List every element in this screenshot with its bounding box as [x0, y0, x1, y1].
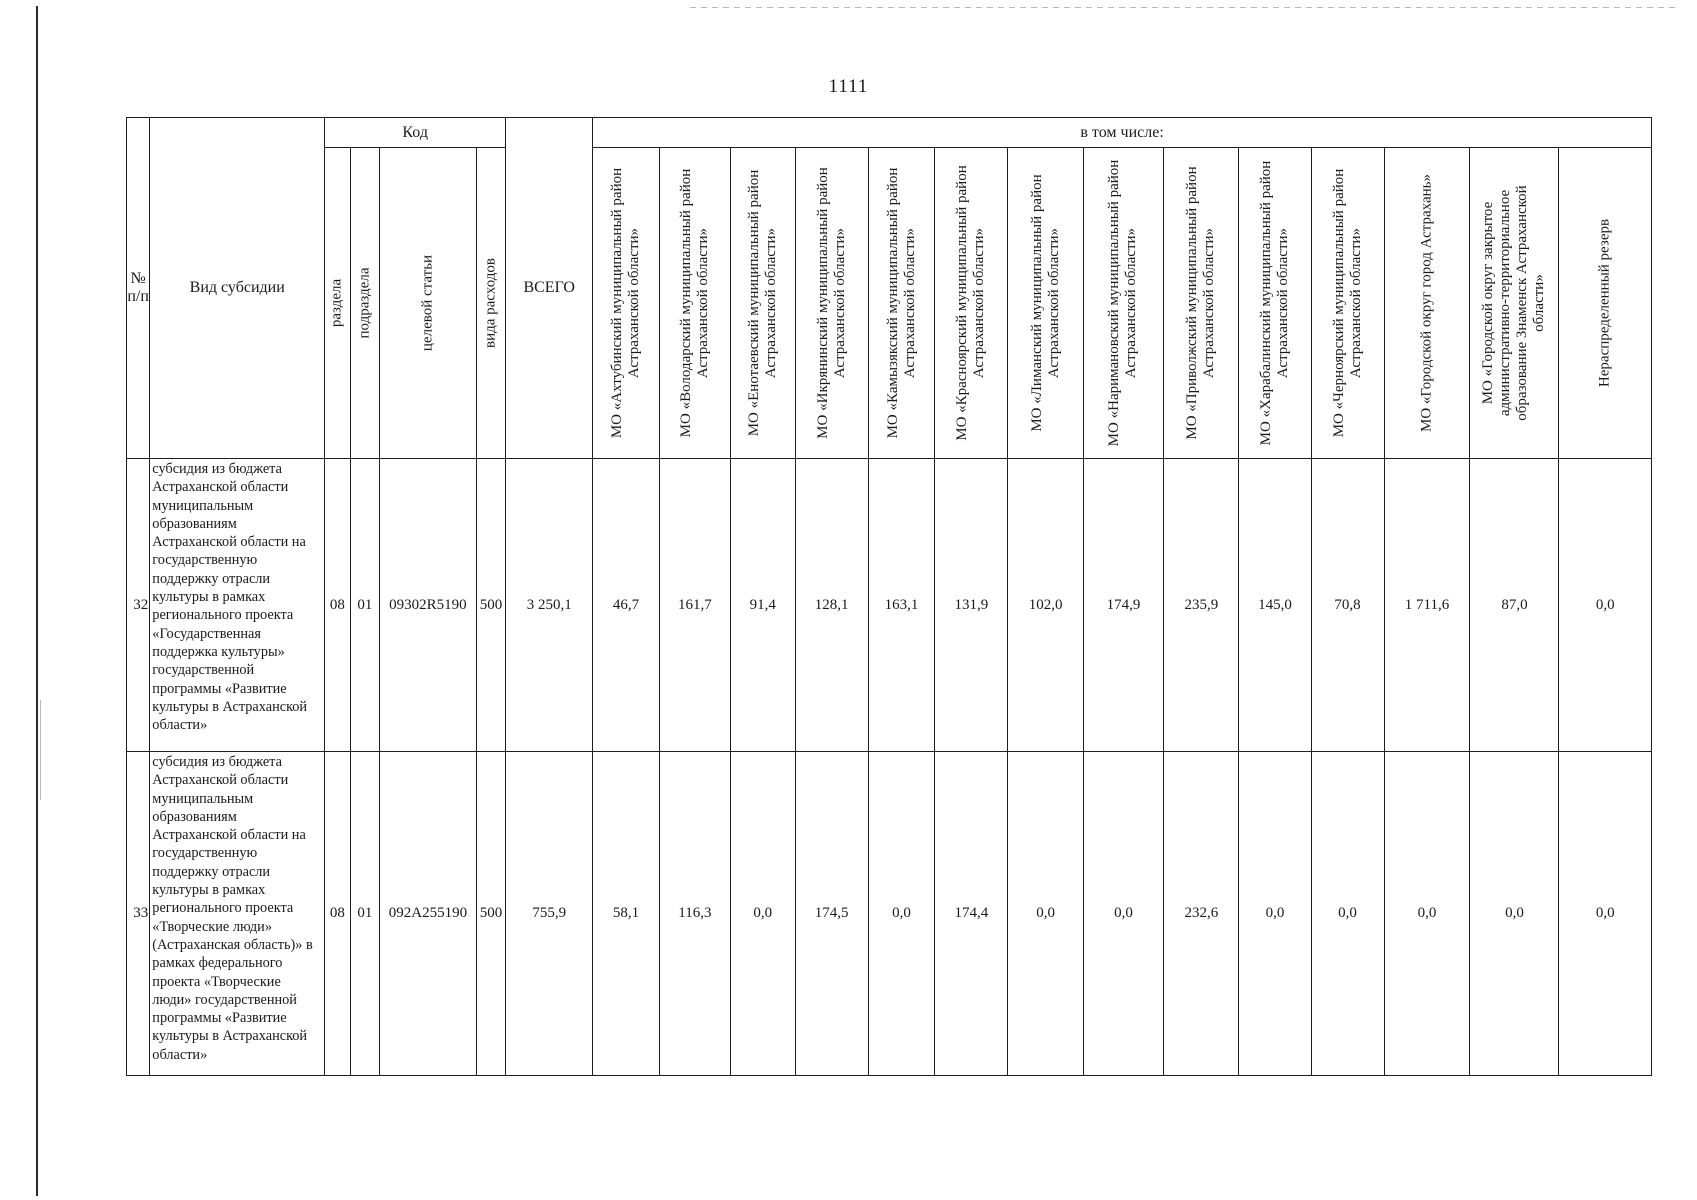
header-mo-znamensk: МО «Городской округ закрытое административно-территориальное образование Знаменск Астраханской области» [1470, 148, 1559, 459]
row-description: субсидия из бюджета Астраханской области муниципальным образованиям Астраханской области на государственную поддержку отрасли культуры в рамках регионального проекта «Государственная поддержка культуры» государственной программы «Развитие культуры в Астраханской области» [150, 459, 325, 752]
header-mo-kamyzyaksky: МО «Камызякский муниципальный район Астраханской области» [868, 148, 935, 459]
row-section: 08 [325, 459, 350, 752]
table-row [127, 752, 1652, 1076]
row-description: субсидия из бюджета Астраханской области муниципальным образованиям Астраханской области на государственную поддержку отрасли культуры в рамках регионального проекта «Творческие люди» (Астраханская область)» в рамках федерального проекта «Творческие люди» государственной программы «Развитие культуры в Астраханской области» [150, 752, 325, 1076]
header-mo-limansky: МО «Лиманский муниципальный район Астраханской области» [1008, 148, 1083, 459]
header-section: раздела [325, 148, 350, 459]
header-num: № п/п [127, 118, 150, 459]
cell-value: 174,9 [1083, 459, 1164, 752]
header-mo-volodarsky: МО «Володарский муниципальный район Астраханской области» [659, 148, 730, 459]
cell-value: 91,4 [730, 459, 795, 752]
cell-value: 58,1 [593, 752, 660, 1076]
cell-value: 163,1 [868, 459, 935, 752]
cell-value: 235,9 [1164, 459, 1239, 752]
scan-artifact-line [690, 7, 1680, 8]
header-target-article: целевой статьи [380, 148, 476, 459]
cell-value: 87,0 [1470, 459, 1559, 752]
row-target-article: 092A255190 [380, 752, 476, 1076]
row-number: 32 [127, 459, 150, 752]
cell-value: 174,4 [935, 752, 1008, 1076]
cell-value: 0,0 [1384, 752, 1470, 1076]
header-code: Код [325, 118, 506, 148]
header-subsidy-type: Вид субсидии [150, 118, 325, 459]
row-total: 755,9 [506, 752, 593, 1076]
cell-value: 70,8 [1311, 459, 1384, 752]
cell-value: 0,0 [1311, 752, 1384, 1076]
row-subsection: 01 [350, 459, 380, 752]
cell-value: 131,9 [935, 459, 1008, 752]
header-mo-chernoyarsky: МО «Черноярский муниципальный район Астраханской области» [1311, 148, 1384, 459]
cell-value: 232,6 [1164, 752, 1239, 1076]
row-number: 33 [127, 752, 150, 1076]
page-number: 1111 [828, 76, 869, 97]
cell-value: 0,0 [730, 752, 795, 1076]
row-expense-type: 500 [476, 752, 506, 1076]
header-mo-astrakhan: МО «Городской округ город Астрахань» [1384, 148, 1470, 459]
cell-value: 1 711,6 [1384, 459, 1470, 752]
cell-value: 0,0 [1239, 752, 1311, 1076]
header-expense-type: вида расходов [476, 148, 506, 459]
header-mo-enotaevsky: МО «Енотаевский муниципальный район Астраханской области» [730, 148, 795, 459]
cell-value: 116,3 [659, 752, 730, 1076]
cell-value: 0,0 [868, 752, 935, 1076]
cell-value: 0,0 [1559, 459, 1652, 752]
cell-value: 0,0 [1083, 752, 1164, 1076]
header-row-top [127, 118, 1652, 148]
header-total: ВСЕГО [506, 118, 593, 459]
cell-value: 0,0 [1470, 752, 1559, 1076]
row-section: 08 [325, 752, 350, 1076]
table-row [127, 459, 1652, 752]
row-subsection: 01 [350, 752, 380, 1076]
header-mo-privolzhsky: МО «Приволжский муниципальный район Астраханской области» [1164, 148, 1239, 459]
header-subsection: подраздела [350, 148, 380, 459]
cell-value: 174,5 [795, 752, 868, 1076]
cell-value: 0,0 [1008, 752, 1083, 1076]
header-mo-narimanovsky: МО «Наримановский муниципальный район Астраханской области» [1083, 148, 1164, 459]
header-mo-ikryaninsky: МО «Икрянинский муниципальный район Астраханской области» [795, 148, 868, 459]
cell-value: 145,0 [1239, 459, 1311, 752]
cell-value: 128,1 [795, 459, 868, 752]
left-margin-mark [40, 700, 41, 800]
header-mo-akhtubinsky: МО «Ахтубинский муниципальный район Астраханской области» [593, 148, 660, 459]
cell-value: 46,7 [593, 459, 660, 752]
cell-value: 102,0 [1008, 459, 1083, 752]
left-margin-line [36, 6, 38, 1196]
row-expense-type: 500 [476, 459, 506, 752]
row-total: 3 250,1 [506, 459, 593, 752]
row-target-article: 09302R5190 [380, 459, 476, 752]
header-unallocated-reserve: Нераспределенный резерв [1559, 148, 1652, 459]
header-mo-krasnoyarsky: МО «Красноярский муниципальный район Астраханской области» [935, 148, 1008, 459]
cell-value: 0,0 [1559, 752, 1652, 1076]
subsidy-table [126, 117, 1652, 1076]
cell-value: 161,7 [659, 459, 730, 752]
header-mo-kharabalinsky: МО «Харабалинский муниципальный район Астраханской области» [1239, 148, 1311, 459]
header-including: в том числе: [593, 118, 1652, 148]
header-row-bottom [127, 148, 1652, 459]
